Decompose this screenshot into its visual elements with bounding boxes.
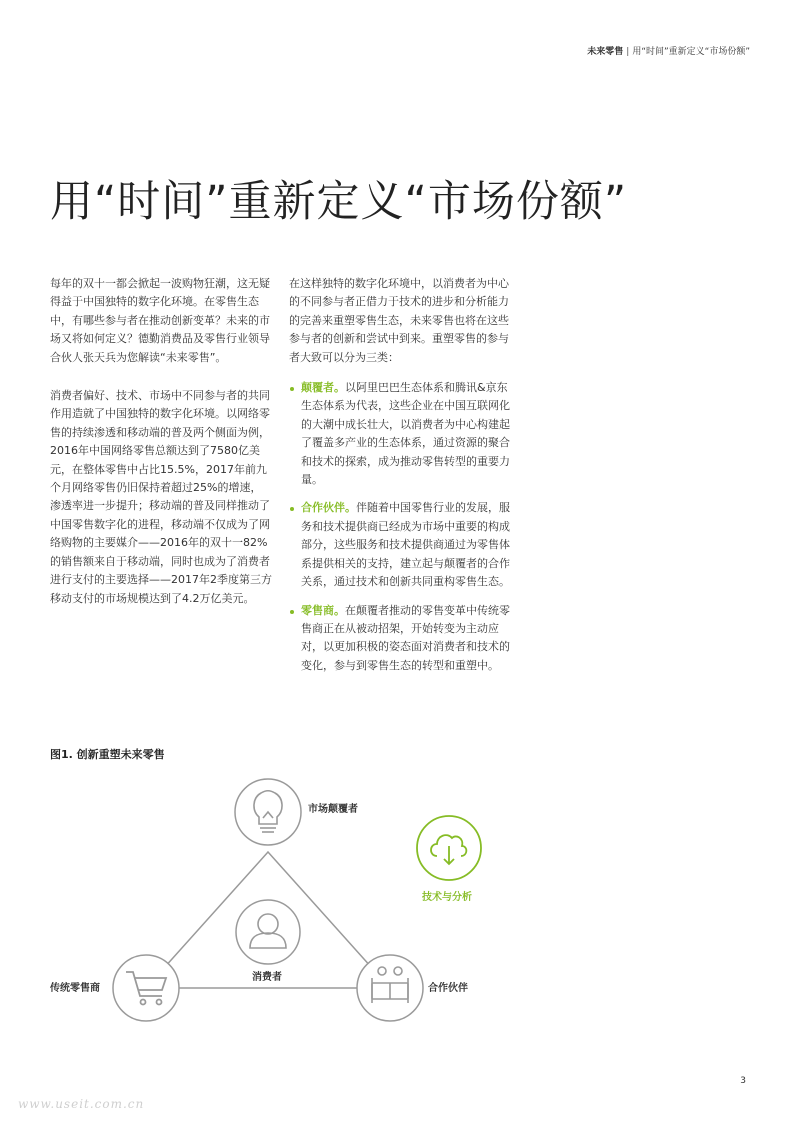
label-partner: 合作伙伴 <box>428 983 468 994</box>
right-column <box>289 275 511 685</box>
bullet-text: 在颠覆者推动的零售变革中传统零售商正在从被动招架，开始转变为主动应对，以更加积极的姿态面对消费者和技术的变化，参与到零售生态的转型和重塑中。 <box>301 603 510 672</box>
label-consumer: 消费者 <box>252 972 282 983</box>
header-section: 未来零售 <box>587 47 624 57</box>
bullet-term: 零售商。 <box>301 603 345 617</box>
label-tech: 技术与分析 <box>422 892 472 903</box>
running-header <box>587 44 750 57</box>
bullet-term: 颠覆者。 <box>301 381 345 395</box>
ecosystem-diagram <box>0 760 794 1060</box>
list-item <box>289 379 511 489</box>
intro-paragraph: 每年的双十一都会掀起一波购物狂潮，这无疑得益于中国独特的数字化环境。在零售生态中，有哪些参与者在推动创新变革？未来的市场又将如何定义？德勤消费品及零售行业领导合伙人张天兵为您解读“未来零售”。 <box>50 277 270 364</box>
diagram-graphic <box>0 760 794 1060</box>
bullet-term: 合作伙伴。 <box>301 501 356 515</box>
figure-title: 图1. 创新重塑未来零售 <box>50 748 165 761</box>
header-subtitle: 用“时间”重新定义“市场份额” <box>632 47 750 57</box>
page-title: 用“时间”重新定义“市场份额” <box>50 177 628 227</box>
bullet-text: 伴随着中国零售行业的发展，服务和技术提供商已经成为市场中重要的构成部分，这些服务和技术提供商通过为零售体系提供相关的支持，建立起与颠覆者的合作关系，通过技术和创新共同重构零售生态。 <box>301 501 510 589</box>
label-retailer: 传统零售商 <box>50 983 100 994</box>
person-icon <box>250 914 286 948</box>
header-separator: | <box>626 47 630 57</box>
right-intro-paragraph: 在这样独特的数字化环境中，以消费者为中心的不同参与者正借力于技术的进步和分析能力的完善来重塑零售生态，未来零售也将在这些参与者的创新和尝试中到来。重塑零售的参与者大致可以分为三类： <box>289 277 509 364</box>
consumer-circle <box>236 900 300 964</box>
participant-list <box>289 379 511 675</box>
list-item <box>289 602 511 676</box>
retailer-circle <box>113 955 179 1021</box>
left-column <box>50 275 272 628</box>
bullet-text: 以阿里巴巴生态体系和腾讯&京东生态体系为代表，这些企业在中国互联网化的大潮中成长壮大，以消费者为中心构建起了覆盖多产业的生态体系，通过资源的聚合和技术的探索，成为推动零售转型的重要力量。 <box>301 381 510 487</box>
list-item <box>289 499 511 591</box>
body-paragraph: 消费者偏好、技术、市场中不同参与者的共同作用造就了中国独特的数字化环境。以网络零售的持续渗透和移动端的普及两个侧面为例，2016年中国网络零售总额达到了7580亿美元，在整体零售中占比15.5%，2017年前九个月网络零售仍旧保持着超过25%的增速，渗透率进一步提升；移动端的普及同样推动了中国零售数字化的进程，移动端不仅成为了网络购物的主要媒介——2016年的双十一82%的销售额来自于移动端，同时也成为了消费者进行支付的主要选择——2017年2季度第三方移动支付的市场规模达到了4.2万亿美元。 <box>50 389 272 605</box>
watermark: www.useit.com.cn <box>18 1097 145 1111</box>
label-disruptor: 市场颠覆者 <box>308 804 358 815</box>
page-number: 3 <box>740 1076 746 1086</box>
